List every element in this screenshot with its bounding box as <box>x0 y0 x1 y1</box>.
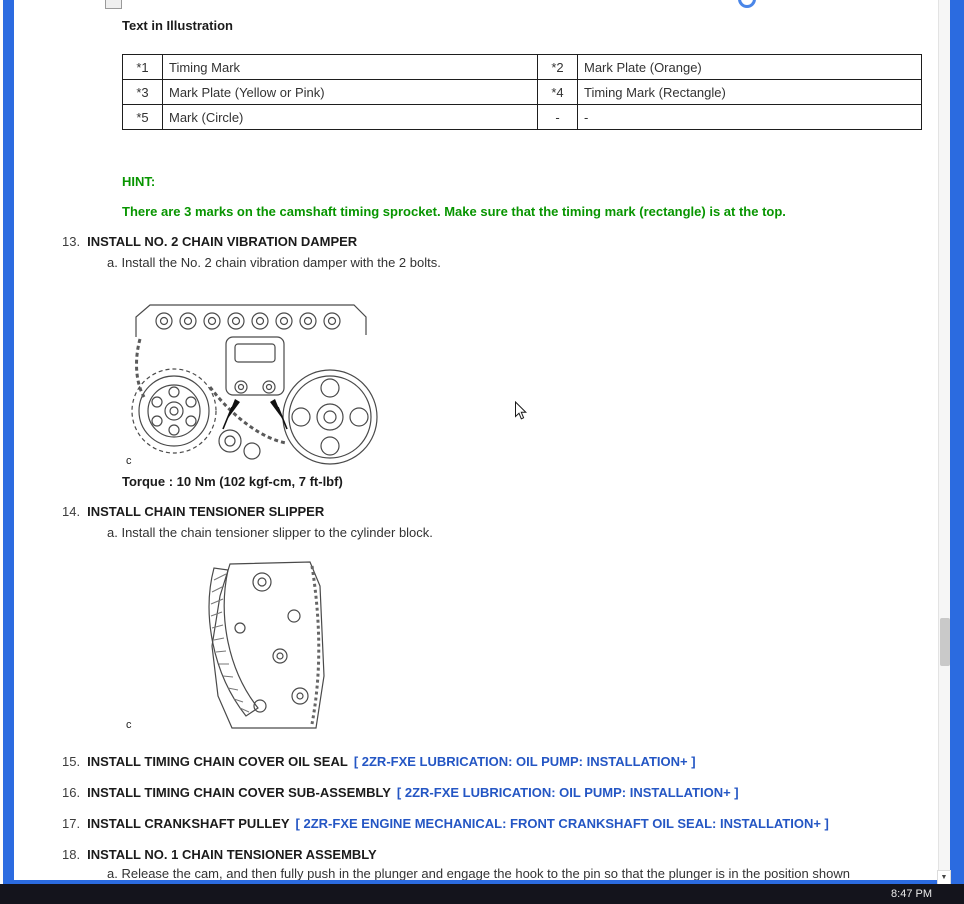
window-left-edge <box>0 0 3 884</box>
mouse-cursor-icon <box>514 401 527 426</box>
legend-value: Mark (Circle) <box>163 105 538 130</box>
hint-text: There are 3 marks on the camshaft timing sprocket. Make sure that the timing mark (rectangle) is at the top. <box>122 204 786 219</box>
vertical-scrollbar[interactable] <box>938 0 950 880</box>
step-13-substep: a. Install the No. 2 chain vibration damper with the 2 bolts. <box>107 255 441 270</box>
step-17 <box>62 816 829 831</box>
procedure-link[interactable]: [ 2ZR-FXE LUBRICATION: OIL PUMP: INSTALLATION+ ] <box>353 754 696 769</box>
scrollbar-thumb[interactable] <box>940 618 950 666</box>
step-number: 17. <box>62 816 81 831</box>
step-title: INSTALL CHAIN TENSIONER SLIPPER <box>87 504 325 519</box>
step-title: INSTALL NO. 1 CHAIN TENSIONER ASSEMBLY <box>87 847 377 862</box>
figure-chain-vibration-damper <box>114 291 396 474</box>
procedure-link[interactable]: [ 2ZR-FXE ENGINE MECHANICAL: FRONT CRANKSHAFT OIL SEAL: INSTALLATION+ ] <box>295 816 829 831</box>
section-title: Text in Illustration <box>122 18 233 33</box>
cropped-blue-circle-icon <box>738 0 756 8</box>
step-number: 14. <box>62 504 81 519</box>
step-title: INSTALL TIMING CHAIN COVER OIL SEAL <box>87 754 348 769</box>
legend-value: Timing Mark <box>163 55 538 80</box>
step-15 <box>62 754 696 769</box>
step-number: 18. <box>62 847 81 862</box>
step-number: 13. <box>62 234 81 249</box>
scrollbar-down-icon[interactable]: ▼ <box>937 870 951 885</box>
legend-value: Mark Plate (Orange) <box>578 55 922 80</box>
figure-chain-tensioner-slipper <box>162 558 334 738</box>
hint-label: HINT: <box>122 174 156 189</box>
step-title: INSTALL CRANKSHAFT PULLEY <box>87 816 290 831</box>
step-13 <box>62 234 357 249</box>
legend-value: Mark Plate (Yellow or Pink) <box>163 80 538 105</box>
step-18-substep: a. Release the cam, and then fully push in the plunger and engage the hook to the pin so that the plunger is in the position shown <box>107 866 850 880</box>
legend-key: *3 <box>123 80 163 105</box>
step-title: INSTALL TIMING CHAIN COVER SUB-ASSEMBLY <box>87 785 391 800</box>
figure-label: c <box>126 719 132 731</box>
legend-value: - <box>578 105 922 130</box>
step-title: INSTALL NO. 2 CHAIN VIBRATION DAMPER <box>87 234 358 249</box>
figure-label: c <box>126 455 132 467</box>
legend-key: *2 <box>538 55 578 80</box>
step-18 <box>62 847 377 862</box>
torque-spec: Torque : 10 Nm (102 kgf-cm, 7 ft-lbf) <box>122 474 343 489</box>
engine-line-art <box>162 558 334 733</box>
table-row <box>123 105 922 130</box>
step-14 <box>62 504 324 519</box>
step-16 <box>62 785 739 800</box>
legend-key: *1 <box>123 55 163 80</box>
document-pane <box>14 0 950 880</box>
legend-key: - <box>538 105 578 130</box>
table-row <box>123 80 922 105</box>
legend-key: *5 <box>123 105 163 130</box>
table-row <box>123 55 922 80</box>
step-14-substep: a. Install the chain tensioner slipper to the cylinder block. <box>107 525 433 540</box>
legend-value: Timing Mark (Rectangle) <box>578 80 922 105</box>
engine-line-art <box>114 291 396 469</box>
procedure-link[interactable]: [ 2ZR-FXE LUBRICATION: OIL PUMP: INSTALLATION+ ] <box>396 785 739 800</box>
illustration-legend-table <box>122 54 922 130</box>
step-number: 16. <box>62 785 81 800</box>
step-number: 15. <box>62 754 81 769</box>
legend-key: *4 <box>538 80 578 105</box>
taskbar[interactable] <box>0 884 964 904</box>
cropped-top-element <box>105 0 122 9</box>
taskbar-clock[interactable]: 8:47 PM <box>891 888 932 900</box>
